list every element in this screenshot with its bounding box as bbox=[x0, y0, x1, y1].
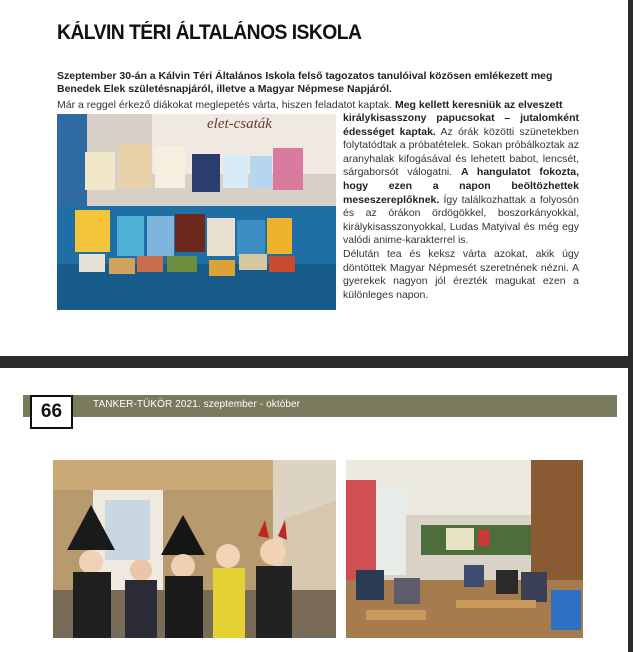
intro-plain: Már a reggel érkező diákokat meglepetés várta, hiszen feladatot kaptak. bbox=[57, 99, 395, 111]
article-lead: Szeptember 30-án a Kálvin Téri Általános Iskola felső tagozatos tanulóival közösen emlékezett meg Benedek Elek születésnapjáról, illetve a Magyar Népmese Napjáról. bbox=[57, 70, 553, 95]
banner-text: elet-csaták bbox=[207, 116, 272, 132]
page-divider bbox=[0, 356, 633, 368]
right-edge-bar bbox=[628, 0, 633, 652]
article-intro-line bbox=[57, 99, 577, 112]
body-text-1: Az órák közötti szünetekben folytatódtak a próbatételek. Sokan próbálkoztak az aranyhalak kifogásával és lehetett babot, lencsét, sárgaborsót válogatni. bbox=[343, 125, 579, 179]
article-title: KÁLVIN TÉRI ÁLTALÁNOS ISKOLA bbox=[57, 21, 362, 44]
costumed-children-photo bbox=[53, 460, 336, 638]
body-bold-1: királykisasszony papucsokat – jutalomként édességet kaptak. bbox=[343, 112, 579, 138]
intro-bold: Meg kellett keresniük az elveszett bbox=[394, 99, 563, 111]
article-paragraph-1 bbox=[343, 112, 579, 248]
page-number: 66 bbox=[30, 395, 73, 429]
article-body bbox=[343, 112, 579, 302]
books-display-photo bbox=[57, 114, 336, 310]
body-bold-2: A hangulatot fokozta, hogy ezen a napon beöltözhettek meseszereplőknek. bbox=[343, 166, 579, 206]
article-paragraph-2: Délután tea és keksz várta azokat, akik úgy döntöttek Magyar Népmesét szeretnének nézni. A gyerekek nagyon jól érezték magukat ezen a különleges napon. bbox=[343, 247, 579, 301]
classroom-photo bbox=[346, 460, 583, 638]
body-text-2: Így találkozhattak a folyosón és az órákon ördögökkel, boszorkányokkal, királykisasszonyokkal, Ludas Matyival és még egy valódi anime-karakterrel is. bbox=[343, 193, 579, 247]
publication-label: TANKER-TÜKÖR 2021. szeptember - október bbox=[93, 399, 301, 410]
